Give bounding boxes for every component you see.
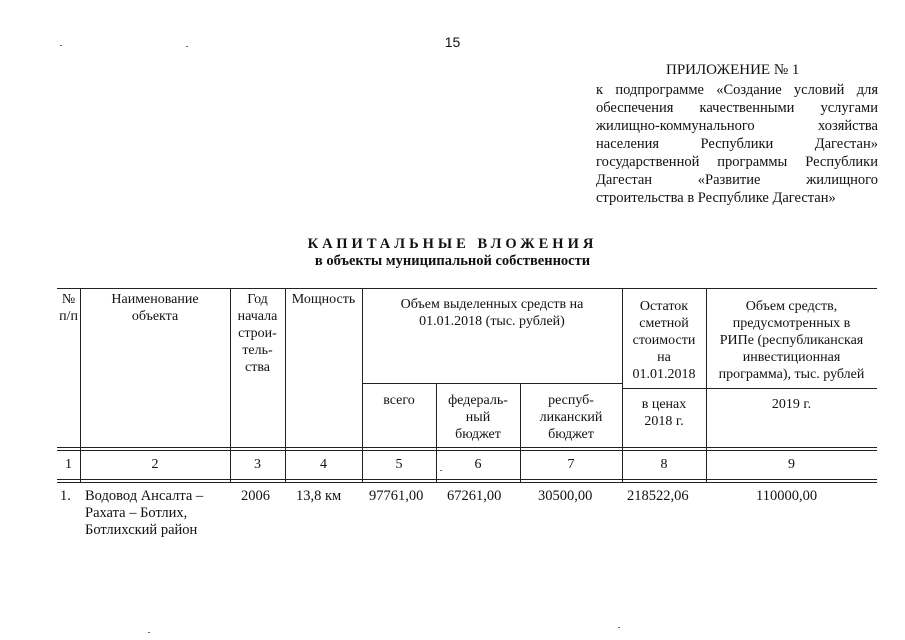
scan-speck [148, 632, 150, 633]
header-text: на [657, 350, 671, 365]
appendix-line: государственной программы Республики [596, 154, 878, 170]
header-republican-budget [520, 392, 622, 443]
header-text: начала [237, 309, 278, 324]
header-text: 01.01.2018 [632, 367, 696, 382]
column-number: 8 [660, 457, 668, 472]
column-number: 6 [474, 457, 482, 472]
appendix-line: Дагестан «Развитие жилищного [596, 172, 878, 188]
column-number: 4 [320, 457, 327, 472]
header-text: ства [245, 360, 270, 375]
table-top-border [57, 288, 877, 289]
row-start-year: 2006 [241, 488, 270, 504]
header-text: всего [383, 393, 415, 408]
row-object-name [85, 488, 203, 539]
header-bottom-border [57, 450, 877, 451]
header-allocated-funds [362, 296, 622, 330]
column-number: 2 [151, 457, 159, 472]
header-number [57, 291, 80, 325]
numbers-row-border [57, 479, 877, 480]
header-text: респуб- [548, 393, 594, 408]
row-balance: 218522,06 [627, 488, 689, 504]
column-number: 1 [65, 457, 72, 472]
header-text: Остаток [639, 299, 689, 314]
object-name-line: Ботлихский район [85, 522, 198, 538]
ripe-divider [622, 388, 877, 389]
header-text: Объем выделенных средств на [400, 297, 584, 312]
header-ripe-funds [706, 298, 877, 383]
header-text: 2018 г. [644, 414, 684, 429]
header-text: ный [465, 410, 491, 425]
header-object-name [80, 291, 230, 325]
appendix-heading: ПРИЛОЖЕНИЕ № 1 [666, 62, 800, 78]
header-text: Наименование [111, 292, 199, 307]
header-text: 01.01.2018 (тыс. рублей) [419, 314, 565, 329]
header-text: РИПе (республиканская [719, 333, 864, 348]
header-text: предусмотренных в [732, 316, 851, 331]
row-total: 97761,00 [369, 488, 424, 504]
column-number: 7 [567, 457, 575, 472]
document-subtitle: в объекты муниципальной собственности [314, 253, 591, 269]
header-text: инвестиционная [742, 350, 841, 365]
row-capacity: 13,8 км [296, 488, 342, 504]
header-text: Год [247, 292, 268, 307]
header-text: сметной [639, 316, 689, 331]
header-text: в ценах [641, 397, 687, 412]
appendix-text [596, 81, 878, 207]
page-number: 15 [444, 34, 461, 50]
header-text: бюджет [455, 427, 501, 442]
header-text: федераль- [448, 393, 508, 408]
appendix-line: населения Республики Дагестан» [596, 136, 878, 152]
header-text: тель- [242, 343, 273, 358]
header-text: программа), тыс. рублей [718, 367, 865, 382]
row-federal: 67261,00 [447, 488, 502, 504]
row-republican: 30500,00 [538, 488, 593, 504]
numbers-row-border [57, 482, 877, 483]
header-federal-budget [436, 392, 520, 443]
header-text: стоимости [632, 333, 696, 348]
row-ripe: 110000,00 [756, 488, 818, 504]
header-remaining-cost [622, 298, 706, 383]
header-ripe-2019 [706, 396, 877, 413]
appendix-line: обеспечения качественными услугами [596, 100, 878, 116]
appendix-line: жилищно-коммунального хозяйства [596, 118, 878, 134]
appendix-line: строительства в Республике Дагестан» [596, 190, 836, 206]
document-title: КАПИТАЛЬНЫЕ ВЛОЖЕНИЯ [307, 236, 598, 252]
appendix-line: к подпрограмме «Создание условий для [596, 82, 878, 98]
column-divider [285, 288, 286, 482]
object-name-line: Рахата – Ботлих, [85, 505, 188, 521]
header-text: 2019 г. [771, 397, 812, 412]
row-number: 1. [60, 488, 71, 504]
object-name-line: Водовод Ансалта – [85, 488, 204, 504]
header-text: строи- [238, 326, 277, 341]
header-start-year [230, 291, 285, 376]
header-bottom-border [57, 447, 877, 448]
header-total [362, 392, 436, 409]
header-text: № [61, 292, 76, 307]
scan-speck [618, 627, 620, 628]
header-text: Мощность [291, 292, 356, 307]
header-text: объекта [131, 309, 179, 324]
allocated-divider [362, 383, 622, 384]
header-text: бюджет [548, 427, 594, 442]
column-number: 9 [788, 457, 795, 472]
column-number: 5 [395, 457, 403, 472]
header-text: п/п [59, 309, 78, 324]
header-text: Объем средств, [745, 299, 838, 314]
header-text: ликанский [539, 410, 603, 425]
column-number: 3 [254, 457, 261, 472]
header-capacity [285, 291, 362, 308]
header-prices-2018 [622, 396, 706, 430]
